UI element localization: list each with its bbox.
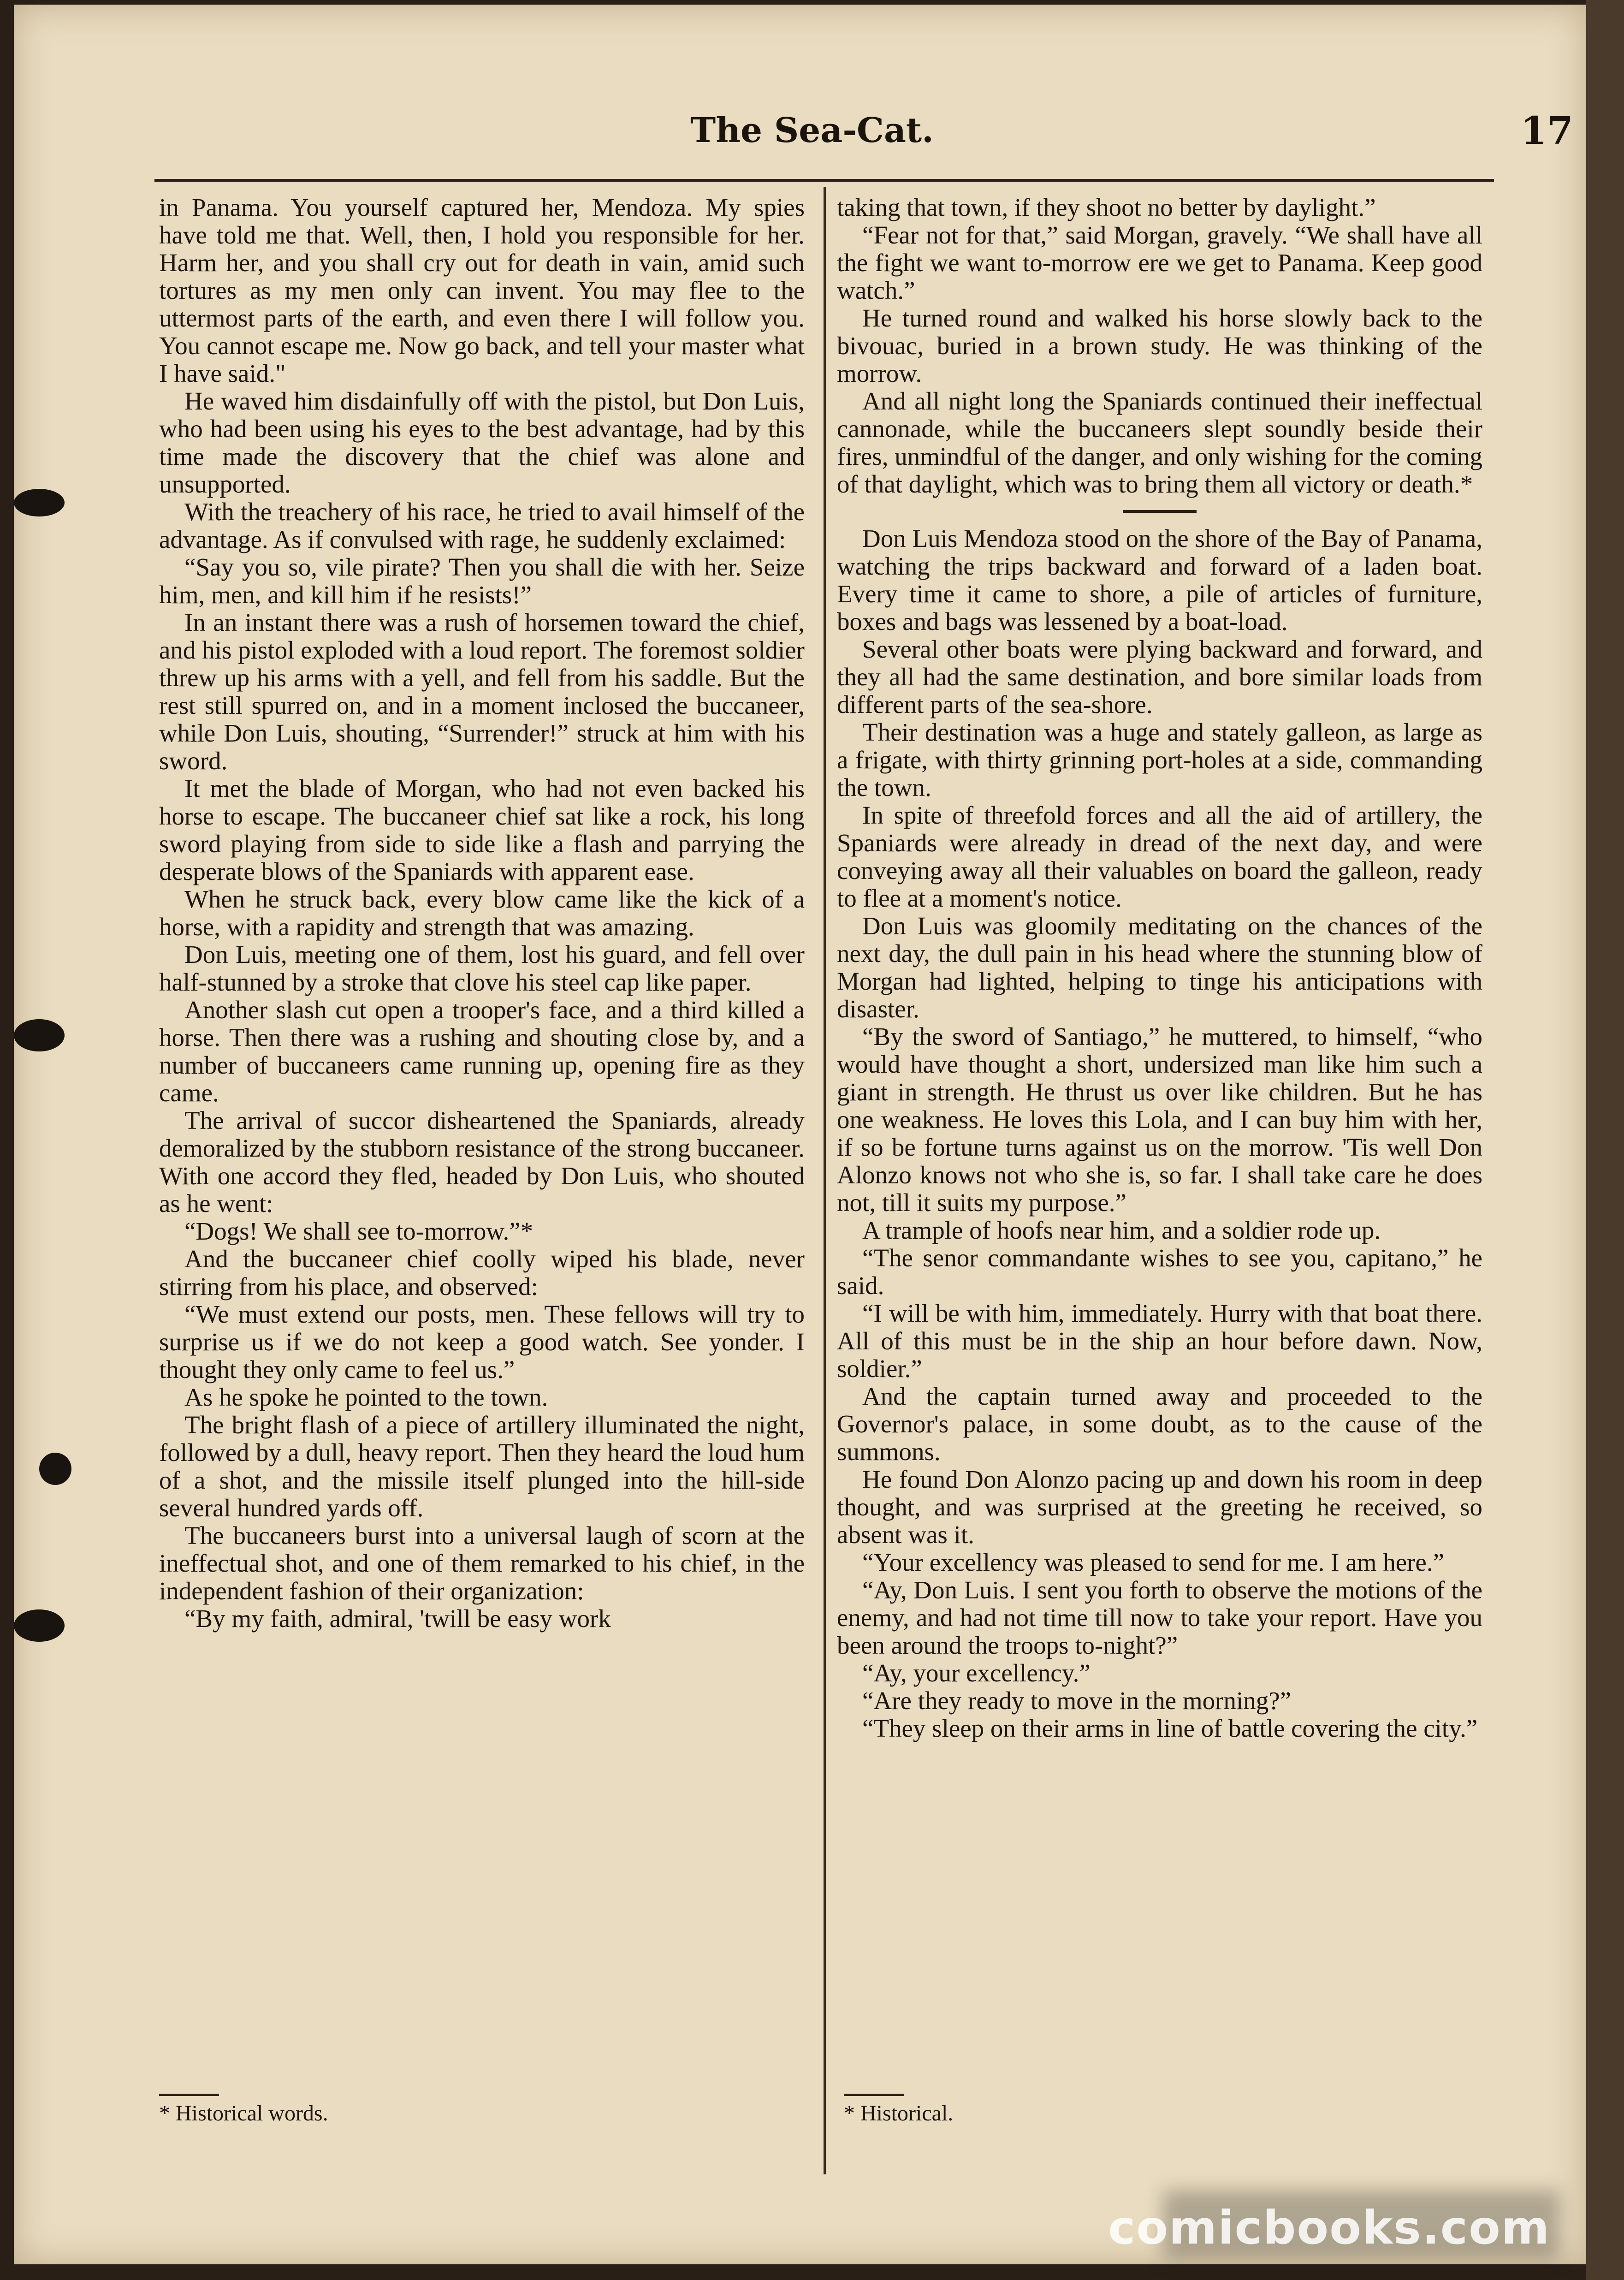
paragraph: A trample of hoofs near him, and a soldier rode up.: [862, 1216, 1381, 1244]
paragraph: He found Don Alonzo pacing up and down his room in deep thought, and was surprised at the greeting he received, so absent was it.: [837, 1465, 1482, 1549]
footnote-text: * Historical.: [844, 2101, 954, 2126]
paragraph: “Ay, Don Luis. I sent you forth to observe the motions of the enemy, and had not time till now to take your report. Have you been around the troops to-night?”: [837, 1576, 1482, 1659]
paragraph: “Are they ready to move in the morning?”: [862, 1686, 1292, 1715]
page-number: 17: [1520, 109, 1573, 153]
paragraph: With the treachery of his race, he tried to avail himself of the advantage. As if convulsed with rage, he suddenly exclaimed:: [159, 498, 805, 553]
paragraph: “Fear not for that,” said Morgan, gravely. “We shall have all the fight we want to-morrow ere we get to Panama. Keep good watch.”: [837, 221, 1482, 304]
paragraph: Several other boats were plying backward and forward, and they all had the same destination, and bore similar loads from different parts of the sea-shore.: [837, 635, 1482, 718]
paragraph: The arrival of succor disheartened the Spaniards, already demoralized by the stubborn resistance of the strong buccaneer. With one accord they fled, headed by Don Luis, who shouted as he went:: [159, 1106, 805, 1217]
binding-hole: [39, 1453, 71, 1485]
paragraph: “I will be with him, immediately. Hurry with that boat there. All of this must be in the ship an hour before dawn. Now, soldier.”: [837, 1299, 1482, 1383]
paragraph: Another slash cut open a trooper's face, and a third killed a horse. Then there was a rushing and shouting close by, and a number of buccaneers came running up, opening fire as they came.: [159, 996, 805, 1107]
footnote-rule: [844, 2094, 904, 2096]
footnote-right: [844, 2094, 1489, 2126]
paragraph: Don Luis Mendoza stood on the shore of the Bay of Panama, watching the trips backward and forward of a laden boat. Every time it came to shore, a pile of articles of furniture, boxes and bags was lessened by a boat-load.: [837, 524, 1482, 635]
paragraph: In an instant there was a rush of horsemen toward the chief, and his pistol exploded with a loud report. The foremost soldier threw up his arms with a yell, and fell from his saddle. But the rest still spurred on, and in a moment inclosed the buccaneer, while Don Luis, shouting, “Surrender!” struck at him with his sword.: [159, 608, 805, 775]
paragraph: “By my faith, admiral, 'twill be easy work: [184, 1604, 611, 1633]
paragraph: “Dogs! We shall see to-morrow.”*: [184, 1217, 533, 1245]
paragraph: In spite of threefold forces and all the aid of artillery, the Spaniards were already in dread of the next day, and were conveying away all their valuables on board the galleon, ready to flee at a moment's notice.: [837, 801, 1482, 912]
paragraph: When he struck back, every blow came like the kick of a horse, with a rapidity and strength that was amazing.: [159, 885, 805, 941]
paragraph: The bright flash of a piece of artillery illuminated the night, followed by a dull, heavy report. Then they heard the loud hum of a shot, and the missile itself plunged into the hill-side several hundred yards off.: [159, 1411, 805, 1522]
paragraph: “Ay, your excellency.”: [862, 1659, 1091, 1687]
section-break-rule: [1123, 510, 1197, 513]
right-column: [837, 194, 1482, 1742]
paragraph: “Your excellency was pleased to send for me. I am here.”: [862, 1548, 1444, 1576]
paragraph: And the buccaneer chief coolly wiped his blade, never stirring from his place, and observed:: [159, 1245, 805, 1300]
footnote-text: * Historical words.: [159, 2101, 328, 2126]
paragraph: And the captain turned away and proceeded to the Governor's palace, in some doubt, as to the cause of the summons.: [837, 1382, 1482, 1466]
paragraph: It met the blade of Morgan, who had not even backed his horse to escape. The buccaneer chief sat like a rock, his long sword playing from side to side like a flash and parrying the desperate blows of the Spaniards with apparent ease.: [159, 774, 805, 885]
footnote-rule: [159, 2094, 219, 2096]
paragraph: Don Luis was gloomily meditating on the chances of the next day, the dull pain in his head where the stunning blow of Morgan had lighted, helping to tinge his anticipations with disaster.: [837, 912, 1482, 1023]
paragraph: “The senor commandante wishes to see you, capitano,” he said.: [837, 1244, 1482, 1300]
binding-hole: [14, 1609, 65, 1642]
paragraph: Their destination was a huge and stately galleon, as large as a frigate, with thirty grinning port-holes at a side, commanding the town.: [837, 718, 1482, 802]
paragraph: Don Luis, meeting one of them, lost his guard, and fell over half-stunned by a stroke that clove his steel cap like paper.: [159, 940, 805, 996]
column-divider: [824, 187, 826, 2174]
paragraph: taking that town, if they shoot no better by daylight.”: [837, 193, 1376, 221]
page-title: The Sea-Cat.: [690, 111, 934, 150]
paragraph: He waved him disdainfully off with the pistol, but Don Luis, who had been using his eyes to the best advantage, had by this time made the discovery that the chief was alone and unsupported.: [159, 387, 805, 498]
paragraph: He turned round and walked his horse slowly back to the bivouac, buried in a brown study. He was thinking of the morrow.: [837, 304, 1482, 387]
paragraph: The buccaneers burst into a universal laugh of scorn at the ineffectual shot, and one of them remarked to his chief, in the independent fashion of their organization:: [159, 1521, 805, 1605]
binding-hole: [14, 489, 65, 517]
paragraph: And all night long the Spaniards continued their ineffectual cannonade, while the buccaneers slept soundly beside their fires, unmindful of the danger, and only wishing for the coming of that daylight, which was to bring them all victory or death.*: [837, 387, 1483, 498]
paragraph: “Say you so, vile pirate? Then you shall die with her. Seize him, men, and kill him if he resists!”: [159, 553, 805, 609]
paragraph: in Panama. You yourself captured her, Mendoza. My spies have told me that. Well, then, I hold you responsible for her. Harm her, and you shall cry out for death in vain, amid such tortures as my men only can invent. You may flee to the uttermost parts of the earth, and even there I will follow you. You cannot escape me. Now go back, and tell your master what I have said.": [159, 193, 805, 387]
paragraph: “They sleep on their arms in line of battle covering the city.”: [862, 1714, 1478, 1742]
page-edge: [1586, 0, 1624, 2280]
binding-hole: [14, 1019, 65, 1051]
header-rule: [154, 179, 1494, 182]
paragraph: As he spoke he pointed to the town.: [184, 1383, 548, 1411]
left-column: [159, 194, 805, 1633]
paragraph: “By the sword of Santiago,” he muttered, to himself, “who would have thought a short, undersized man like him such a giant in strength. He thrust us over like children. But he has one weakness. He loves this Lola, and I can buy him with her, if so be fortune turns against us on the morrow. 'Tis well Don Alonzo knows not who she is, so far. I shall take care he does not, till it suits my purpose.”: [837, 1022, 1482, 1217]
watermark: comicbooks.com: [1108, 2201, 1550, 2255]
footnote-left: [159, 2094, 805, 2126]
paragraph: “We must extend our posts, men. These fellows will try to surprise us if we do not keep a good watch. See yonder. I thought they only came to feel us.”: [159, 1300, 805, 1383]
